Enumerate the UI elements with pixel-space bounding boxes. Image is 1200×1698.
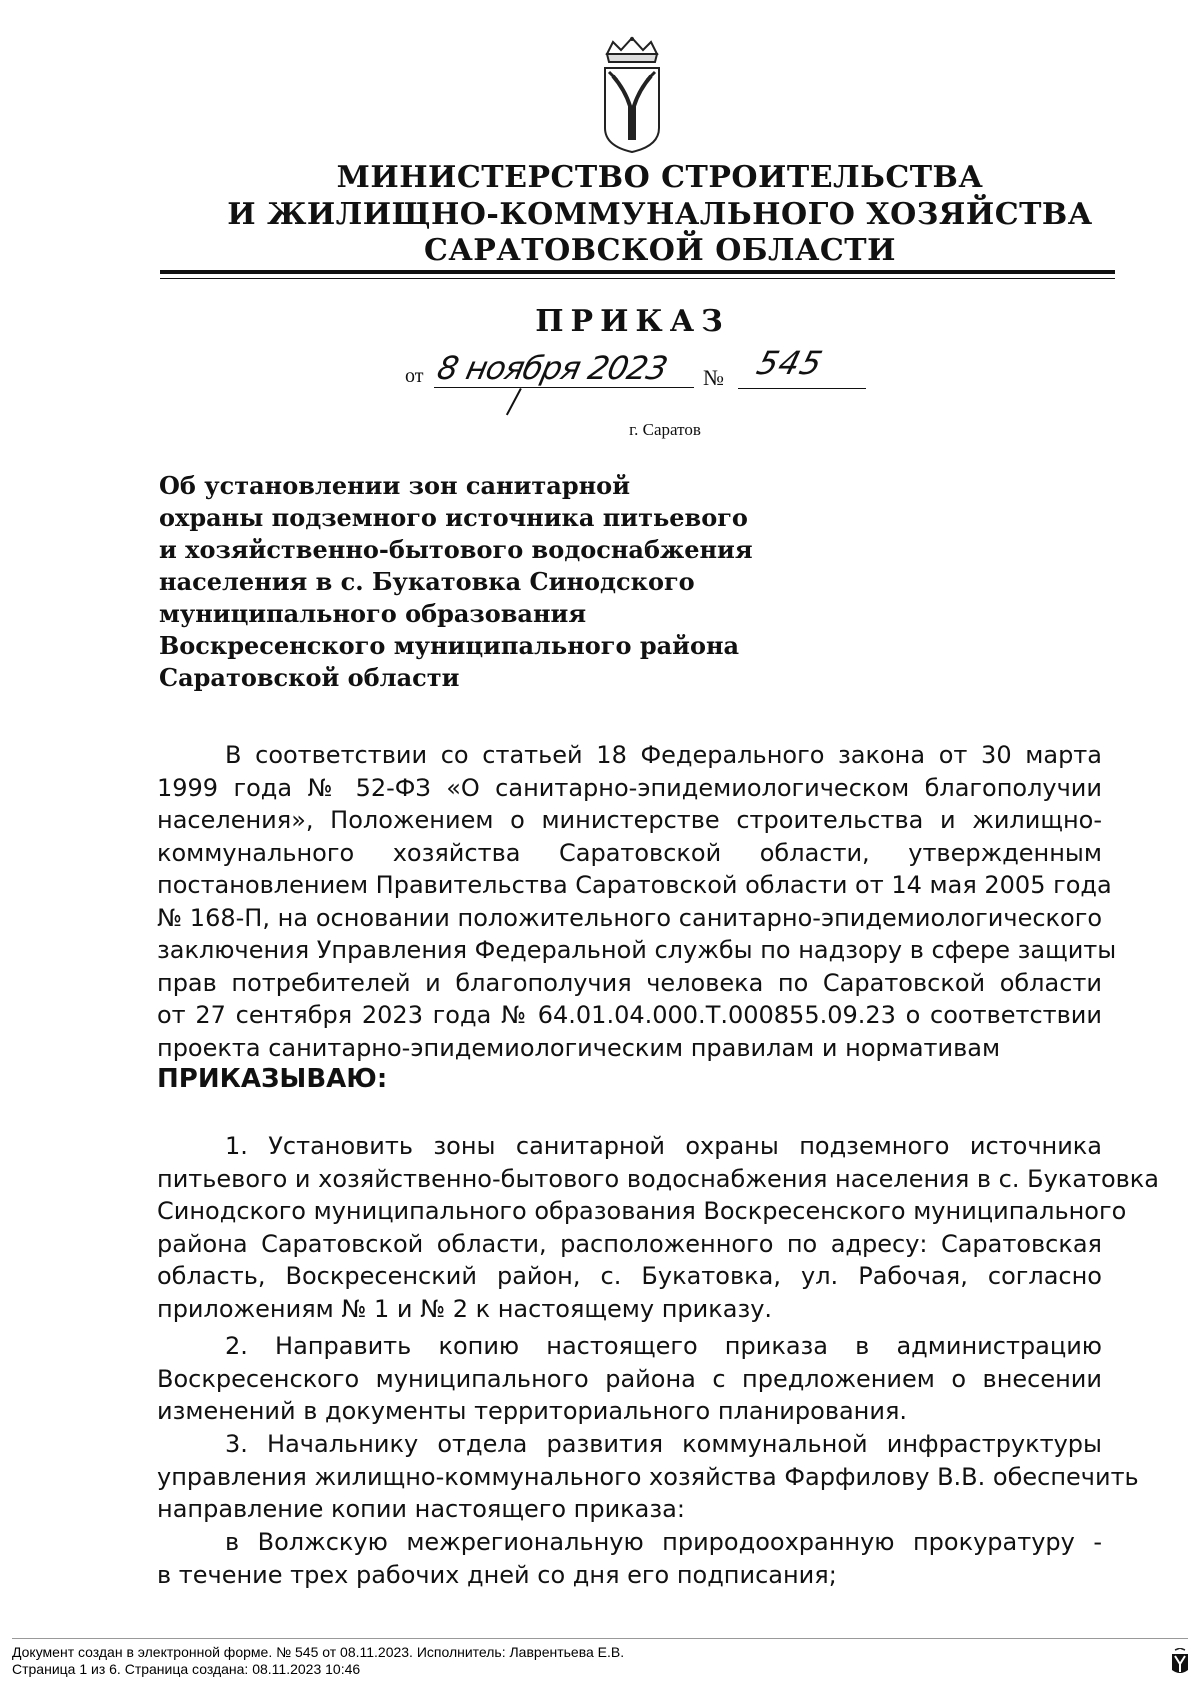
- decree-word: ПРИКАЗЫВАЮ:: [157, 1064, 388, 1094]
- footer-line-1: Документ создан в электронной форме. № 545 от 08.11.2023. Исполнитель: Лаврентьева Е.В.: [12, 1644, 625, 1660]
- text-line: заключения Управления Федеральной службы по надзору в сфере защиты: [157, 936, 1117, 964]
- date-label: от: [405, 365, 424, 387]
- text-line: в течение трех рабочих дней со дня его подписания;: [157, 1560, 837, 1589]
- text-line: управления жилищно-коммунального хозяйства Фарфилову В.В. обеспечить: [157, 1462, 1139, 1491]
- text-line: Воскресенского муниципального района с предложением о внесении: [157, 1364, 1102, 1393]
- order-title: [159, 470, 779, 694]
- ministry-name-line2: И ЖИЛИЩНО-КОММУНАЛЬНОГО ХОЗЯЙСТВА: [227, 197, 1093, 232]
- pen-stroke: [506, 388, 522, 415]
- text-line: проекта санитарно-эпидемиологическим правилам и нормативам: [157, 1033, 1001, 1062]
- handwritten-date: 8 ноября 2023: [433, 349, 671, 387]
- handwritten-number: 545: [752, 344, 828, 382]
- title-line: охраны подземного источника питьевого: [159, 503, 748, 532]
- text-line: 1. Установить зоны санитарной охраны подземного источника: [225, 1132, 1102, 1160]
- preamble-paragraph: [157, 739, 1117, 1064]
- text-line: изменений в документы территориального планирования.: [157, 1397, 908, 1425]
- footer-rule: [12, 1638, 1188, 1639]
- text-line: прав потребителей и благополучия человека по Саратовской области: [157, 968, 1102, 997]
- saratov-coat-of-arms-icon: [595, 36, 669, 156]
- text-line: питьевого и хозяйственно-бытового водоснабжения населения в с. Букатовка: [157, 1164, 1159, 1193]
- text-line: В соответствии со статьей 18 Федерального закона от 30 марта: [225, 741, 1102, 769]
- text-line: № 168-П, на основании положительного санитарно-эпидемиологического: [157, 903, 1102, 932]
- title-line: и хозяйственно-бытового водоснабжения: [159, 535, 753, 564]
- title-line: муниципального образования: [159, 599, 587, 628]
- number-underline: [738, 388, 866, 389]
- text-line: от 27 сентября 2023 года № 64.01.04.000.Т.000855.09.23 о соответствии: [157, 1001, 1102, 1029]
- text-line: 3. Начальнику отдела развития коммунальной инфраструктуры: [225, 1430, 1102, 1458]
- text-line: направление копии настоящего приказа:: [157, 1495, 685, 1523]
- title-line: Воскресенского муниципального района: [159, 631, 740, 660]
- text-line: постановлением Правительства Саратовской области от 14 мая 2005 года: [157, 871, 1112, 899]
- text-line: приложениям № 1 и № 2 к настоящему приказу.: [157, 1294, 773, 1323]
- title-line: Саратовской области: [159, 663, 460, 692]
- title-line: населения в с. Букатовка Синодского: [159, 567, 695, 596]
- item-1-paragraph: [157, 1130, 1159, 1325]
- text-line: 1999 года № 52-ФЗ «О санитарно-эпидемиологическом благополучии: [157, 773, 1102, 802]
- item-2-paragraph: [157, 1330, 1102, 1428]
- document-type: ПРИКАЗ: [535, 304, 730, 339]
- ministry-name-line3: САРАТОВСКОЙ ОБЛАСТИ: [424, 233, 896, 268]
- text-line: коммунального хозяйства Саратовской области, утвержденным: [157, 838, 1102, 867]
- text-line: населения», Положением о министерстве строительства и жилищно-: [157, 806, 1102, 834]
- text-line: область, Воскресенский район, с. Букатовка, ул. Рабочая, согласно: [157, 1262, 1102, 1290]
- text-line: района Саратовской области, расположенного по адресу: Саратовская: [157, 1229, 1102, 1258]
- footer-line-2: Страница 1 из 6. Страница создана: 08.11.2023 10:46: [12, 1661, 361, 1677]
- small-emblem-icon: [1171, 1648, 1189, 1676]
- ministry-name-line1: МИНИСТЕРСТВО СТРОИТЕЛЬСТВА: [336, 160, 984, 195]
- title-line: Об установлении зон санитарной: [159, 471, 630, 500]
- text-line: Синодского муниципального образования Воскресенского муниципального: [157, 1197, 1127, 1225]
- header-rule-thick: [160, 270, 1115, 274]
- text-line: в Волжскую межрегиональную природоохранную прокуратуру -: [225, 1528, 1102, 1556]
- item-3-paragraph: [157, 1428, 1139, 1526]
- number-label: №: [703, 365, 724, 390]
- city: г. Саратов: [629, 420, 701, 439]
- date-underline: [434, 387, 694, 388]
- item-3a-paragraph: [157, 1526, 1102, 1591]
- header-rule-thin: [160, 278, 1115, 279]
- text-line: 2. Направить копию настоящего приказа в администрацию: [225, 1332, 1102, 1360]
